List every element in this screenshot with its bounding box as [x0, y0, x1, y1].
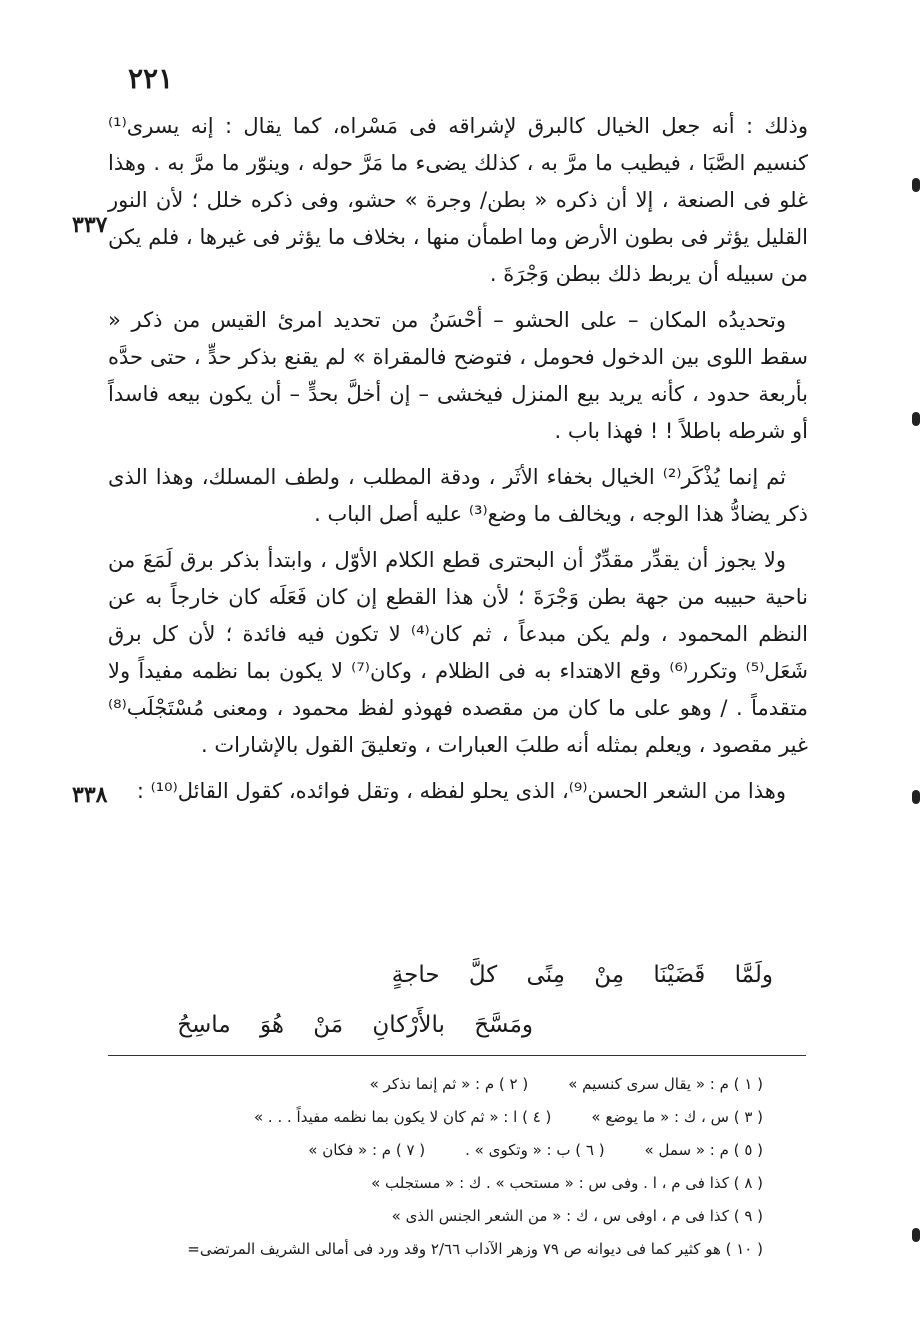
footnote-row-3 — [95, 1134, 763, 1167]
verse-line-2: ومَسَّحَ بالأَرْكانِ مَنْ هُوَ ماسِحُ — [177, 1012, 533, 1038]
footnote-10: ( ١٠ ) هو كثير كما فى ديوانه ص ٧٩ وزهر الآداب ٢/٦٦ وقد ورد فى أمالى الشريف المرتضى= — [187, 1240, 763, 1258]
paragraph-1: وذلك : أنه جعل الخيال كالبرق لإشراقه فى مَسْراه، كما يقال : إنه يسرى⁽¹⁾ كنسيم الصَّبَا ، فيطيب ما مرَّ به ، كذلك يضىء ما مَرَّ حوله ، وينوّر ما مرَّ به . وهذا غلو فى الصنعة ، إلا أن ذكره « بطن/ وجرة » حشو، وفى ذكره خلل ؛ لأن النور القليل يؤثر فى بطون الأرض وما اطمأن منها ، بخلاف ما يؤثر فى غيرها ، فلم يكن من سبيله أن يربط ذلك ببطن وَجْرَةَ . — [108, 114, 808, 286]
footnote-3: ( ٣ ) س ، ك : « ما يوضع » — [591, 1108, 763, 1126]
footnote-8: ( ٨ ) كذا فى م ، ا . وفى س : « مستحب » . ك : « مستجلب » — [371, 1174, 763, 1192]
footnote-1: ( ١ ) م : « يقال سرى كنسيم » — [568, 1075, 763, 1093]
verse-line-1: ولَمَّا قَضَيْنَا مِنْ مِنًى كلَّ حاجةٍ — [391, 962, 773, 988]
footnote-5: ( ٥ ) م : « سمل » — [644, 1141, 763, 1159]
footnote-9: ( ٩ ) كذا فى م ، اوفى س ، ك : « من الشعر الجنس الذى » — [391, 1207, 763, 1225]
footnote-4: ( ٤ ) ا : « ثم كان لا يكون بما نظمه مفيداً . . . » — [253, 1108, 552, 1126]
scan-mark — [912, 790, 920, 804]
scan-mark — [912, 1228, 920, 1242]
paragraph-2: وتحديدُه المكان – على الحشو – أحْسَنُ من تحديد امرئ القيس من ذكر « سقط اللوى بين الدخول فحومل ، فتوضح فالمقراة » لم يقنع بذكر حدٍّ ، حتى حدَّه بأربعة حدود ، كأنه يريد بيع المنزل فيخشى – إن أخلَّ بحدٍّ – أن يكون بيعه فاسداً أو شرطه باطلاً ! ! فهذا باب . — [108, 308, 808, 443]
footnote-row-2 — [95, 1101, 763, 1134]
margin-number-337: ٣٣٧ — [72, 212, 108, 238]
scan-mark — [912, 412, 920, 426]
footnote-6: ( ٦ ) ب : « وتكوى » . — [465, 1141, 605, 1159]
footnote-2: ( ٢ ) م : « ثم إنما نذكر » — [369, 1075, 529, 1093]
margin-number-338: ٣٣٨ — [72, 782, 108, 808]
page-number: ٢٢١ — [128, 62, 174, 95]
footnote-divider — [108, 1055, 806, 1056]
paragraph-5: وهذا من الشعر الحسن⁽⁹⁾، الذى يحلو لفظه ، وتقل فوائده، كقول القائل⁽¹⁰⁾ : — [136, 779, 786, 803]
main-text — [108, 108, 808, 819]
footnotes — [95, 1068, 763, 1266]
footnote-row-1 — [95, 1068, 763, 1101]
footnote-7: ( ٧ ) م : « فكان » — [308, 1141, 426, 1159]
paragraph-4: ولا يجوز أن يقدِّر مقدِّرٌ أن البحترى قطع الكلام الأوّل ، وابتدأ بذكر برق لَمَعَ من ناحية حبيبه من جهة بطن وَجْرَةَ ؛ لأن هذا القطع إن كان فَعَلَه كان خارجاً به عن النظم المحمود ، ولم يكن مبدعاً ، ثم كان⁽⁴⁾ لا تكون فيه فائدة ؛ لأن كل برق شَعَل⁽⁵⁾ وتكرر⁽⁶⁾ وقع الاهتداء به فى الظلام ، وكان⁽⁷⁾ لا يكون بما نظمه مفيداً ولا متقدماً . / وهو على ما كان من مقصده فهوذو لفظ محمود ، ومعنى مُسْتَجْلَب⁽⁸⁾ غير مقصود ، ويعلم بمثله أنه طلبَ العبارات ، وتعليقَ القول بالإشارات . — [108, 548, 809, 757]
paragraph-3: ثم إنما يُذْكَر⁽²⁾ الخيال بخفاء الأثَر ، ودقة المطلب ، ولطف المسلك، وهذا الذى ذكر يضادُّ هذا الوجه ، ويخالف ما وضع⁽³⁾ عليه أصل الباب . — [108, 465, 808, 526]
scan-mark — [912, 178, 920, 192]
